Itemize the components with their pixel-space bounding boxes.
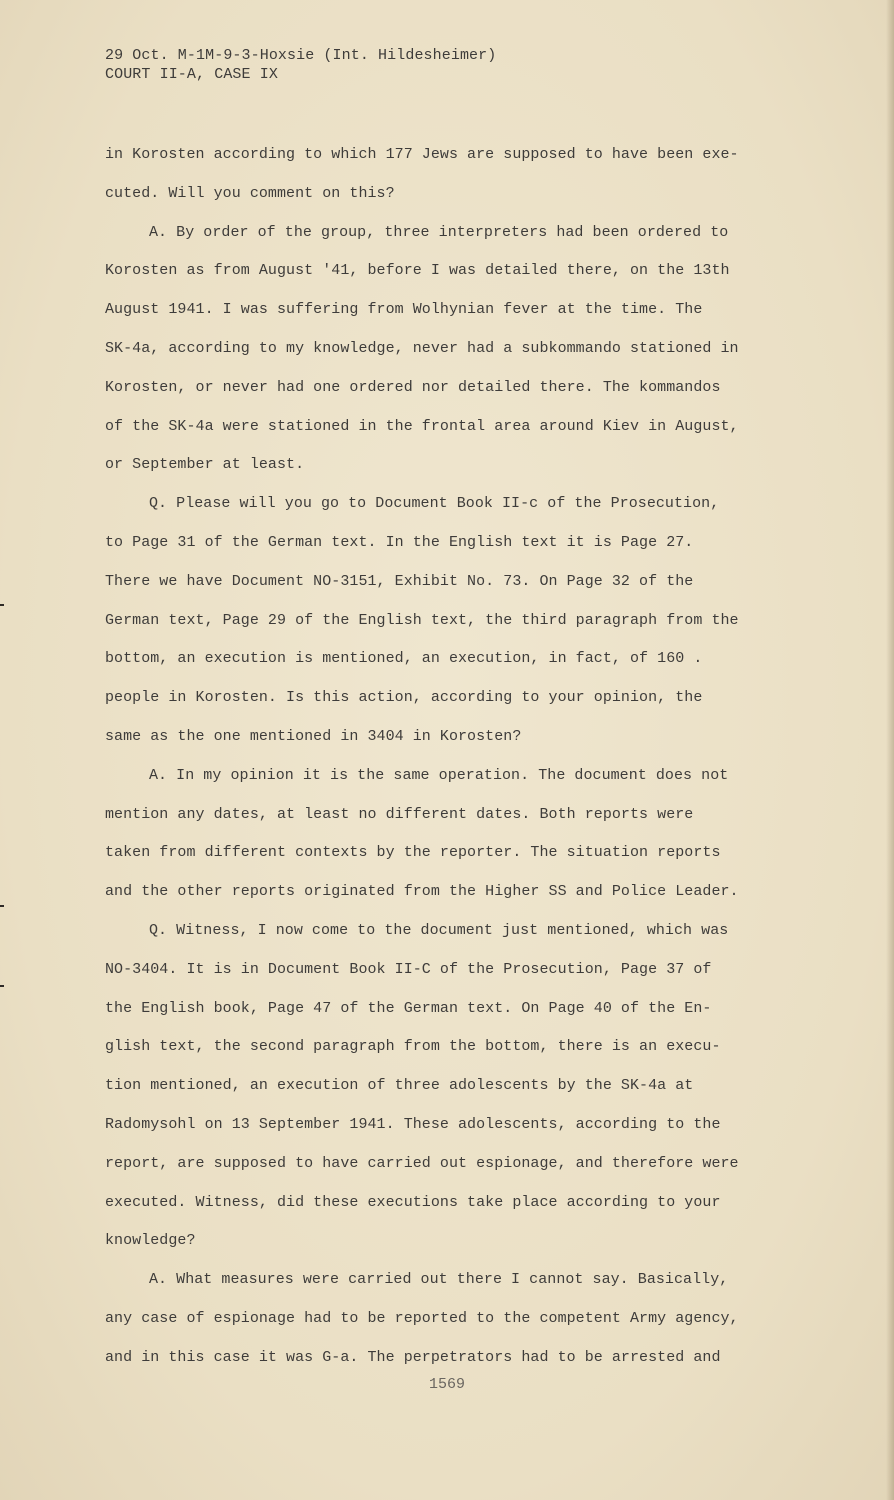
text-line: cuted. Will you comment on this? (105, 184, 395, 202)
text-line: and in this case it was G-a. The perpetrators had to be arrested and (105, 1348, 721, 1366)
text-line: Korosten, or never had one ordered nor detailed there. The kommandos (105, 378, 721, 396)
text-line: and the other reports originated from the Higher SS and Police Leader. (105, 883, 739, 901)
text-line: knowledge? (105, 1232, 196, 1250)
text-line: NO-3404. It is in Document Book II-C of the Prosecution, Page 37 of (105, 960, 712, 978)
text-line: people in Korosten. Is this action, according to your opinion, the (105, 689, 703, 707)
text-line: A. In my opinion it is the same operation. The document does not (149, 766, 729, 784)
text-line: Korosten as from August '41, before I was detailed there, on the 13th (105, 262, 730, 280)
text-line: Radomysohl on 13 September 1941. These adolescents, according to the (105, 1115, 721, 1133)
transcript-body (105, 143, 795, 1385)
page-number: 1569 (428, 1376, 465, 1393)
text-line: August 1941. I was suffering from Wolhynian fever at the time. The (105, 301, 703, 319)
text-line: German text, Page 29 of the English text, the third paragraph from the (105, 611, 739, 629)
header-line-2: COURT II-A, CASE IX (105, 66, 278, 83)
margin-mark (0, 985, 4, 987)
text-line: mention any dates, at least no different dates. Both reports were (105, 805, 694, 823)
text-line: of the SK-4a were stationed in the frontal area around Kiev in August, (105, 417, 739, 435)
text-line: report, are supposed to have carried out espionage, and therefore were (105, 1154, 739, 1172)
text-line: Q. Witness, I now come to the document just mentioned, which was (149, 921, 729, 939)
page-edge-shadow (886, 0, 894, 1500)
text-line: bottom, an execution is mentioned, an execution, in fact, of 160 . (105, 650, 703, 668)
text-line: or September at least. (105, 456, 305, 474)
text-line: There we have Document NO-3151, Exhibit No. 73. On Page 32 of the (105, 572, 694, 590)
text-line: A. What measures were carried out there I cannot say. Basically, (149, 1271, 729, 1289)
text-line: same as the one mentioned in 3404 in Korosten? (105, 727, 522, 745)
text-line: in Korosten according to which 177 Jews are supposed to have been exe- (105, 146, 739, 163)
text-line: glish text, the second paragraph from the bottom, there is an execu- (105, 1038, 721, 1056)
text-line: to Page 31 of the German text. In the English text it is Page 27. (105, 533, 694, 551)
text-line: Q. Please will you go to Document Book II-c of the Prosecution, (149, 495, 720, 513)
header-line-1: 29 Oct. M-1M-9-3-Hoxsie (Int. Hildesheimer) (105, 47, 497, 64)
margin-mark (0, 604, 4, 606)
text-line: SK-4a, according to my knowledge, never had a subkommando stationed in (105, 339, 739, 357)
text-line: taken from different contexts by the reporter. The situation reports (105, 844, 721, 862)
margin-mark (0, 905, 4, 907)
text-line: tion mentioned, an execution of three adolescents by the SK-4a at (105, 1077, 694, 1095)
page-header (105, 46, 496, 84)
text-line: the English book, Page 47 of the German text. On Page 40 of the En- (105, 999, 712, 1017)
text-line: A. By order of the group, three interpreters had been ordered to (149, 223, 729, 241)
text-line: any case of espionage had to be reported to the competent Army agency, (105, 1309, 739, 1327)
text-line: executed. Witness, did these executions take place according to your (105, 1193, 721, 1211)
